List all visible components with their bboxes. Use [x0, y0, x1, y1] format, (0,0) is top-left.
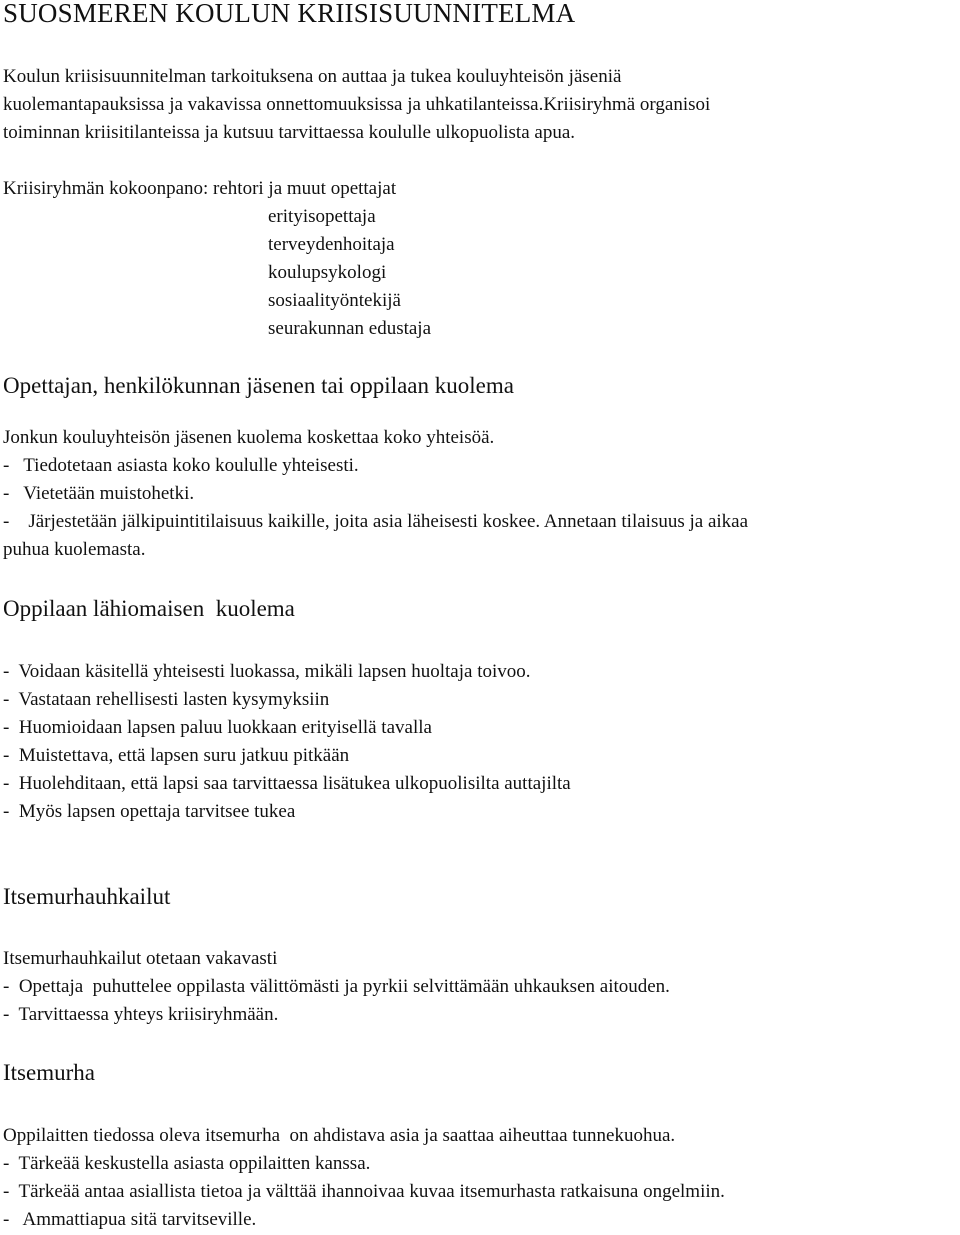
- section-heading-threat: Itsemurhauhkailut: [3, 884, 171, 909]
- intro-line: Koulun kriisisuunnitelman tarkoituksena on auttaa ja tukea kouluyhteisön jäseniä: [3, 66, 622, 87]
- list-item: - Opettaja puhuttelee oppilasta välittömästi ja pyrkii selvittämään uhkauksen aitouden.: [3, 976, 670, 997]
- section-heading-relative: Oppilaan lähiomaisen kuolema: [3, 596, 295, 621]
- list-item: - Ammattiapua sitä tarvitseville.: [3, 1209, 257, 1230]
- crisis-group-label: Kriisiryhmän kokoonpano: rehtori ja muut opettajat: [3, 178, 397, 199]
- section-heading-suicide: Itsemurha: [3, 1060, 95, 1085]
- list-item: - Järjestetään jälkipuintitilaisuus kaikille, joita asia läheisesti koskee. Annetaan tilaisuus ja aikaa: [3, 511, 749, 532]
- crisis-group-member: seurakunnan edustaja: [268, 318, 432, 339]
- crisis-group-member: erityisopettaja: [268, 206, 376, 227]
- section-intro: Itsemurhauhkailut otetaan vakavasti: [3, 948, 278, 969]
- document-title: SUOSMEREN KOULUN KRIISISUUNNITELMA: [3, 0, 576, 28]
- crisis-group-member: koulupsykologi: [268, 262, 387, 283]
- list-item: - Vastataan rehellisesti lasten kysymyksiin: [3, 689, 330, 710]
- intro-line: toiminnan kriisitilanteissa ja kutsuu tarvittaessa koululle ulkopuolista apua.: [3, 122, 576, 143]
- list-item: - Huomioidaan lapsen paluu luokkaan erityisellä tavalla: [3, 717, 432, 738]
- crisis-group-member: sosiaalityöntekijä: [268, 290, 401, 311]
- section-intro: Oppilaitten tiedossa oleva itsemurha on ahdistava asia ja saattaa aiheuttaa tunnekuohua.: [3, 1125, 676, 1146]
- section-heading-death: Opettajan, henkilökunnan jäsenen tai oppilaan kuolema: [3, 373, 514, 398]
- crisis-group-member: terveydenhoitaja: [268, 234, 395, 255]
- list-item: - Voidaan käsitellä yhteisesti luokassa, mikäli lapsen huoltaja toivoo.: [3, 661, 531, 682]
- section-intro: Jonkun kouluyhteisön jäsenen kuolema koskettaa koko yhteisöä.: [3, 427, 495, 448]
- list-item: - Tärkeää antaa asiallista tietoa ja välttää ihannoivaa kuvaa itsemurhasta ratkaisuna ongelmiin.: [3, 1181, 725, 1202]
- list-item: - Tarvittaessa yhteys kriisiryhmään.: [3, 1004, 279, 1025]
- list-item: - Myös lapsen opettaja tarvitsee tukea: [3, 801, 296, 822]
- intro-line: kuolemantapauksissa ja vakavissa onnettomuuksissa ja uhkatilanteissa.Kriisiryhmä organisoi: [3, 94, 711, 115]
- list-item: - Vietetään muistohetki.: [3, 483, 195, 504]
- list-item-continuation: puhua kuolemasta.: [3, 539, 146, 560]
- list-item: - Muistettava, että lapsen suru jatkuu pitkään: [3, 745, 350, 766]
- list-item: - Tiedotetaan asiasta koko koululle yhteisesti.: [3, 455, 359, 476]
- list-item: - Tärkeää keskustella asiasta oppilaitten kanssa.: [3, 1153, 371, 1174]
- list-item: - Huolehditaan, että lapsi saa tarvittaessa lisätukea ulkopuolisilta auttajilta: [3, 773, 571, 794]
